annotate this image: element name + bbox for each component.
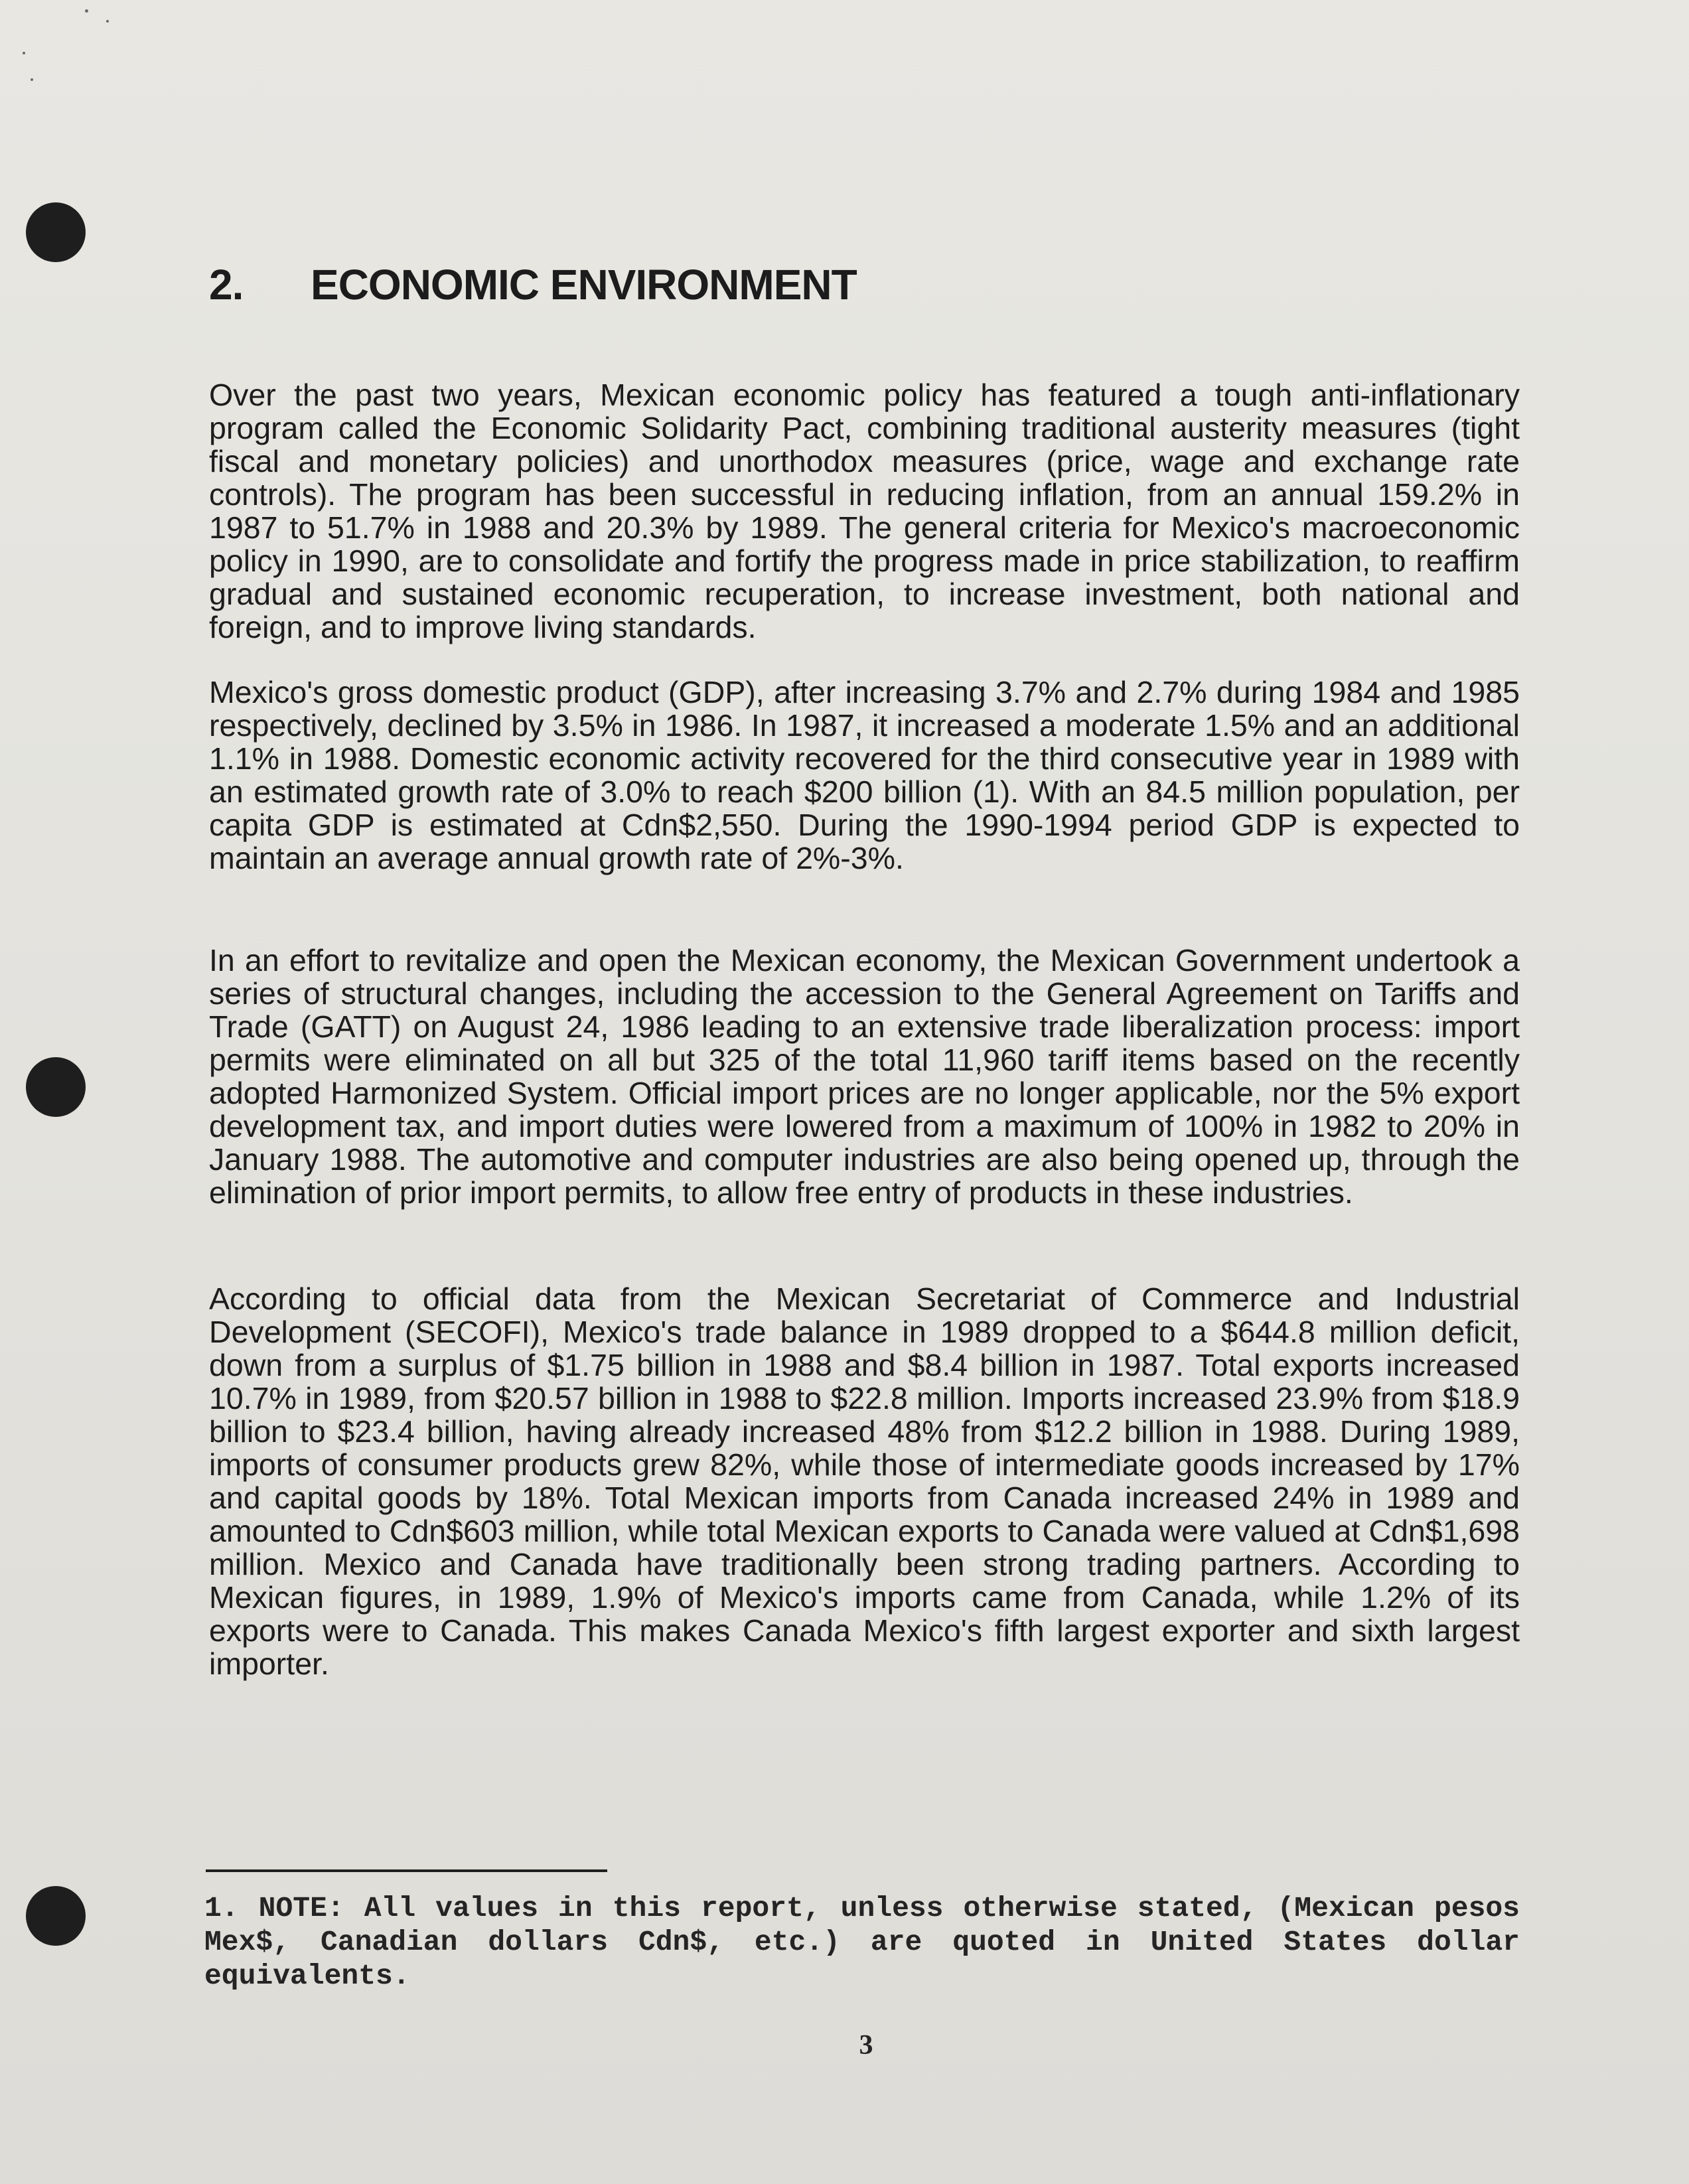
footnote: 1. NOTE: All values in this report, unless otherwise stated, (Mexican pesos Mex$, Canadian dollars Cdn$, etc.) are quoted in United States dollar equivalents. bbox=[204, 1892, 1520, 1992]
paper-speck bbox=[106, 20, 109, 23]
page-number: 3 bbox=[859, 2030, 873, 2061]
paper-speck bbox=[85, 9, 88, 13]
section-number: 2. bbox=[209, 261, 244, 309]
footnote-divider bbox=[206, 1869, 607, 1872]
paper-speck bbox=[31, 78, 33, 81]
binder-hole-top bbox=[26, 202, 86, 262]
paragraph-gdp: Mexico's gross domestic product (GDP), after increasing 3.7% and 2.7% during 1984 and 1985 respectively, declined by 3.5% in 1986. In 1987, it increased a moderate 1.5% and an additional 1.1% in 1988. Domestic economic activity recovered for the third consecutive year in 1989 with an estimated growth rate of 3.0% to reach $200 billion (1). With an 84.5 million population, per capita GDP is estimated at Cdn$2,550. During the 1990-1994 period GDP is expected to maintain an average annual growth rate of 2%-3%. bbox=[209, 675, 1520, 875]
paragraph-trade-liberalization: In an effort to revitalize and open the Mexican economy, the Mexican Government undertook a series of structural changes, including the accession to the General Agreement on Tariffs and Trade (GATT) on August 24, 1986 leading to an extensive trade liberalization process: import permits were eliminated on all but 325 of the total 11,960 tariff items based on the recently adopted Harmonized System. Official import prices are no longer applicable, nor the 5% export development tax, and import duties were lowered from a maximum of 100% in 1982 to 20% in January 1988. The automotive and computer industries are also being opened up, through the elimination of prior import permits, to allow free entry of products in these industries. bbox=[209, 943, 1520, 1210]
paragraph-trade-balance: According to official data from the Mexican Secretariat of Commerce and Industrial Development (SECOFI), Mexico's trade balance in 1989 dropped to a $644.8 million deficit, down from a surplus of $1.75 billion in 1988 and $8.4 billion in 1987. Total exports increased 10.7% in 1989, from $20.57 billion in 1988 to $22.8 million. Imports increased 23.9% from $18.9 billion to $23.4 billion, having already increased 48% from $12.2 billion in 1988. During 1989, imports of consumer products grew 82%, while those of intermediate goods increased by 17% and capital goods by 18%. Total Mexican imports from Canada increased 24% in 1989 and amounted to Cdn$603 million, while total Mexican exports to Canada were valued at Cdn$1,698 million. Mexico and Canada have traditionally been strong trading partners. According to Mexican figures, in 1989, 1.9% of Mexico's imports came from Canada, while 1.2% of its exports were to Canada. This makes Canada Mexico's fifth largest exporter and sixth largest importer. bbox=[209, 1281, 1520, 1681]
paper-speck bbox=[23, 52, 25, 54]
section-heading bbox=[209, 260, 857, 309]
section-title: ECONOMIC ENVIRONMENT bbox=[311, 261, 857, 309]
binder-hole-middle bbox=[26, 1057, 86, 1117]
binder-hole-bottom bbox=[26, 1886, 86, 1946]
paragraph-economic-policy: Over the past two years, Mexican economic policy has featured a tough anti-inflationary program called the Economic Solidarity Pact, combining traditional austerity measures (tight fiscal and monetary policies) and unorthodox measures (price, wage and exchange rate controls). The program has been successful in reducing inflation, from an annual 159.2% in 1987 to 51.7% in 1988 and 20.3% by 1989. The general criteria for Mexico's macroeconomic policy in 1990, are to consolidate and fortify the progress made in price stabilization, to reaffirm gradual and sustained economic recuperation, to increase investment, both national and foreign, and to improve living standards. bbox=[209, 378, 1520, 644]
